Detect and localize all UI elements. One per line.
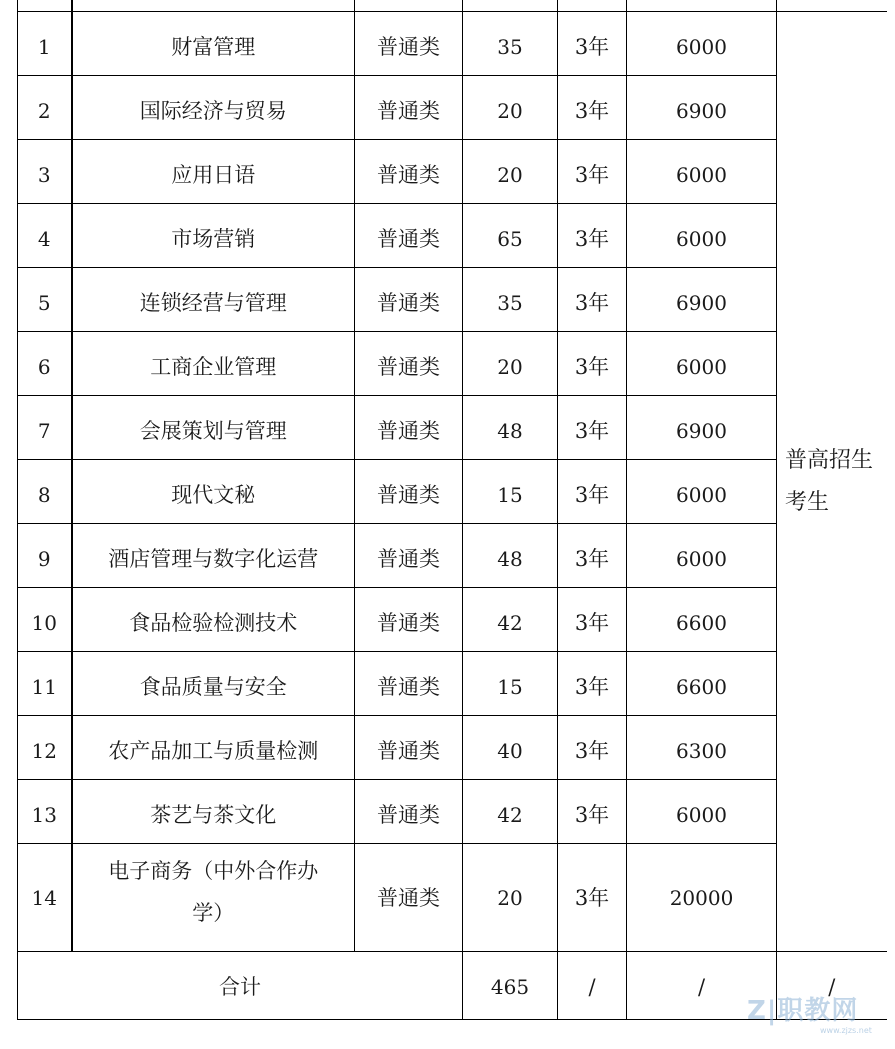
enrollment-target-note: 普高招生考生 [777, 12, 887, 952]
major-name: 现代文秘 [72, 460, 355, 524]
major-name: 茶艺与茶文化 [72, 780, 355, 844]
plan-count: 65 [463, 204, 558, 268]
row-number: 3 [18, 140, 72, 204]
plan-count: 20 [463, 76, 558, 140]
total-label: 合计 [18, 952, 463, 1020]
table-row [18, 76, 887, 140]
major-name: 市场营销 [72, 204, 355, 268]
total-fee: / [627, 952, 777, 1020]
study-years: 3年 [558, 204, 627, 268]
category: 普通类 [355, 524, 463, 588]
table-row [18, 12, 887, 76]
table-row [18, 780, 887, 844]
major-name: 农产品加工与质量检测 [72, 716, 355, 780]
study-years: 3年 [558, 524, 627, 588]
category: 普通类 [355, 844, 463, 952]
major-name: 应用日语 [72, 140, 355, 204]
study-years: 3年 [558, 780, 627, 844]
tuition-fee: 6900 [627, 396, 777, 460]
tuition-fee: 6900 [627, 268, 777, 332]
plan-count: 20 [463, 332, 558, 396]
table-row [18, 716, 887, 780]
category: 普通类 [355, 652, 463, 716]
tuition-fee: 6000 [627, 332, 777, 396]
total-years: / [558, 952, 627, 1020]
major-name: 国际经济与贸易 [72, 76, 355, 140]
row-number: 14 [18, 844, 72, 952]
tuition-fee: 6300 [627, 716, 777, 780]
plan-count: 48 [463, 396, 558, 460]
row-number: 10 [18, 588, 72, 652]
table-body [18, 0, 887, 1020]
tuition-fee: 6000 [627, 524, 777, 588]
plan-count: 48 [463, 524, 558, 588]
tuition-fee: 6000 [627, 204, 777, 268]
category: 普通类 [355, 716, 463, 780]
category: 普通类 [355, 268, 463, 332]
category: 普通类 [355, 588, 463, 652]
total-plan: 465 [463, 952, 558, 1020]
row-number: 7 [18, 396, 72, 460]
table-row [18, 268, 887, 332]
major-name-line-1: 电子商务（中外合作办 [108, 859, 319, 883]
site-watermark-url: www.zjzs.net [820, 1026, 872, 1035]
category: 普通类 [355, 76, 463, 140]
major-name: 财富管理 [72, 12, 355, 76]
row-number: 8 [18, 460, 72, 524]
category: 普通类 [355, 780, 463, 844]
row-number: 9 [18, 524, 72, 588]
plan-count: 35 [463, 12, 558, 76]
table-row [18, 204, 887, 268]
study-years: 3年 [558, 652, 627, 716]
tuition-fee: 6000 [627, 780, 777, 844]
plan-count: 15 [463, 460, 558, 524]
total-note: / [777, 952, 887, 1020]
table-header-row-clipped [18, 0, 887, 12]
major-name: 连锁经营与管理 [72, 268, 355, 332]
tuition-fee: 6600 [627, 588, 777, 652]
category: 普通类 [355, 204, 463, 268]
study-years: 3年 [558, 332, 627, 396]
table-row [18, 396, 887, 460]
study-years: 3年 [558, 268, 627, 332]
row-number: 11 [18, 652, 72, 716]
table-row [18, 844, 887, 952]
major-name [72, 844, 355, 952]
tuition-fee: 6000 [627, 460, 777, 524]
tuition-fee: 6600 [627, 652, 777, 716]
study-years: 3年 [558, 396, 627, 460]
row-number: 13 [18, 780, 72, 844]
table-row [18, 140, 887, 204]
study-years: 3年 [558, 716, 627, 780]
category: 普通类 [355, 140, 463, 204]
study-years: 3年 [558, 140, 627, 204]
major-name: 工商企业管理 [72, 332, 355, 396]
row-number: 6 [18, 332, 72, 396]
plan-count: 42 [463, 780, 558, 844]
category: 普通类 [355, 460, 463, 524]
plan-count: 42 [463, 588, 558, 652]
plan-count: 20 [463, 140, 558, 204]
table-row [18, 460, 887, 524]
tuition-fee: 6900 [627, 76, 777, 140]
table-row [18, 588, 887, 652]
tuition-fee: 20000 [627, 844, 777, 952]
row-number: 1 [18, 12, 72, 76]
tuition-fee: 6000 [627, 12, 777, 76]
row-number: 5 [18, 268, 72, 332]
category: 普通类 [355, 332, 463, 396]
study-years: 3年 [558, 460, 627, 524]
major-name: 食品质量与安全 [72, 652, 355, 716]
row-number: 2 [18, 76, 72, 140]
site-watermark-logo: Z|职教网 [747, 996, 859, 1026]
category: 普通类 [355, 396, 463, 460]
major-name: 食品检验检测技术 [72, 588, 355, 652]
table-row [18, 652, 887, 716]
row-number: 12 [18, 716, 72, 780]
plan-count: 15 [463, 652, 558, 716]
plan-count: 35 [463, 268, 558, 332]
row-number: 4 [18, 204, 72, 268]
major-name-line-2: 学） [192, 901, 235, 925]
table-row [18, 524, 887, 588]
study-years: 3年 [558, 76, 627, 140]
major-name: 会展策划与管理 [72, 396, 355, 460]
table-row [18, 332, 887, 396]
plan-count: 40 [463, 716, 558, 780]
major-name: 酒店管理与数字化运营 [72, 524, 355, 588]
admission-plan-table [17, 0, 887, 1020]
tuition-fee: 6000 [627, 140, 777, 204]
study-years: 3年 [558, 844, 627, 952]
study-years: 3年 [558, 12, 627, 76]
category: 普通类 [355, 12, 463, 76]
plan-count: 20 [463, 844, 558, 952]
study-years: 3年 [558, 588, 627, 652]
